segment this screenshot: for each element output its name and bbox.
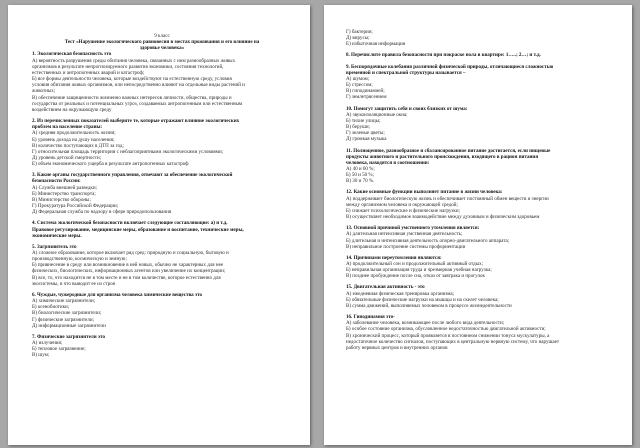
answer-line: государства от реальных и потенциальных угроз, создаваемых антропогенным или естественным xyxy=(32,100,243,107)
answer-line: производственную, космическую и земную; xyxy=(32,256,127,263)
question-text: Тест «Нарушение экологического равновесия в местах проживания и его влияние на xyxy=(64,39,260,46)
question-text: 16. Гиподинамия это- xyxy=(346,314,395,321)
answer-line: Д) уровень детской смертности; xyxy=(32,154,102,161)
answer-line: животных; xyxy=(32,88,56,95)
answer-line: недостаточное количество сигналов, поступающих в центральную нервную систему, что нарушает xyxy=(346,338,560,345)
answer-line: Д) громкая музыка xyxy=(346,136,387,143)
answer-line: А) продолжительный сон и продолжительный активный отдых; xyxy=(346,261,484,267)
answer-line: В) количество поступающих в ДТП за год; xyxy=(32,142,124,149)
answer-line: А) звукоизоляционные окна; xyxy=(346,111,408,118)
question-text: 5. Загрязнитель это xyxy=(32,243,77,250)
answer-line: А) сложное образование, которое включает ряд сред: природную и социальную, бытовую и xyxy=(32,250,229,256)
answer-line: Г) физические загрязнители; xyxy=(32,316,94,323)
question-text: 14. Причинами переутомления являются: xyxy=(346,254,442,261)
question-text: безопасности России: xyxy=(32,178,81,185)
question-text: 12. Какие основные функции выполняет питание в жизни человека: xyxy=(346,189,503,196)
answer-line: Г) зеленые цветы; xyxy=(346,130,385,137)
question-text: Правовое регулирование, медицинские меры, образование и воспитание, технические меры, xyxy=(32,226,244,233)
answer-line: Г) землетрясением xyxy=(346,94,387,101)
answer-line: Г) бактерии; xyxy=(346,29,373,35)
question-text: 15. Двигательная активность - это xyxy=(346,284,425,291)
answer-line: В) беруши; xyxy=(346,124,371,131)
answer-line: В) шум; xyxy=(32,352,50,359)
answer-line: воздействием на окружающую среду xyxy=(32,106,112,113)
question-text: 10. Помогут защитить себя и своих близких от шума: xyxy=(346,105,468,112)
answer-line: Б) тепловое загрязнение; xyxy=(32,346,86,353)
answer-line: Б) уровень дохода на душу населения; xyxy=(32,136,115,143)
question-text: продукты животного и растительного происхождения, входящего в рацион питания xyxy=(346,153,539,160)
answer-line: А) средняя продолжительность жизни; xyxy=(32,130,116,137)
question-text: 3. Какие органы государственного управления, отвечают за обеспечение экологической xyxy=(32,172,233,179)
answer-line: экосистемы, и что выводит ее из строя xyxy=(32,280,115,287)
answer-line: Б) стрессом; xyxy=(346,82,373,89)
answer-line: Б) привнесение в среду или возникновение в ней новых, обычно не характерных для нее xyxy=(32,262,224,269)
answer-line: В) неправильное построение системы профориентации xyxy=(346,243,466,250)
answer-line: А) Служба внешней разведки; xyxy=(32,184,97,191)
answer-line: В) позднее пробуждение после сна, отказ от завтрака и прогулок xyxy=(346,273,485,280)
answer-line: В) осуществляет необходимое взаимодействие между духовным и физическим здоровьем xyxy=(346,214,540,221)
question-text: 7. Физические загрязнители это xyxy=(32,333,105,340)
question-text: 11. Полноценное, разнообразное и сбалансированное питание достигается, если пищевые xyxy=(346,147,551,154)
question-text: проблем на население страны: xyxy=(32,124,103,131)
answer-line: В) сумма движений, выполняемых человеком в процессе жизнедеятельности xyxy=(346,302,512,309)
answer-line: между организмом человека и окружающей средой; xyxy=(346,201,458,208)
answer-line: Б) ксенобиотики; xyxy=(32,304,70,311)
question-text: временной и спектральной структуры называется – xyxy=(346,69,466,76)
answer-line: организмов в результате непрогнозируемого развития экономики, состояния технологий, xyxy=(32,63,224,70)
answer-line: А) вероятность разрушения среды обитания человека, связанных с ним разнообразных живых xyxy=(32,57,236,64)
answer-line: физических, биологических, информационных агентов или увеличение их концентрации; xyxy=(32,268,226,275)
answer-line: Д) вирусы; xyxy=(346,35,370,42)
document-page-right xyxy=(324,5,632,445)
answer-line: А) шумом; xyxy=(346,75,370,82)
answer-line: Д) информационные загрязнители xyxy=(32,322,106,329)
question-text: человека, находятся в соотношении: xyxy=(346,159,430,166)
answer-line: Б) снижает психологические и физические нагрузки; xyxy=(346,207,460,214)
answer-line: А) химические загрязнители; xyxy=(32,298,96,305)
answer-line: Б) неправильная организация труда и чрезмерная учебная нагрузка; xyxy=(346,267,492,274)
answer-line: А) длительная интенсивная умственная деятельность; xyxy=(346,231,463,238)
answer-line: В) гиподинамией; xyxy=(346,88,385,95)
answer-line: В) хронический процесс, который проявляется в постоянном снижении тонуса мускулатуры, а xyxy=(346,332,550,339)
answer-line: Г) относительная площадь территории с неблагоприятными экологическими условиями; xyxy=(32,148,224,155)
answer-line: В) все, то, что находится не в том месте и не в том количестве, которое естественно для xyxy=(32,274,221,281)
question-text: 6. Чуждые, чужеродные для организма человека химические вещества это xyxy=(32,291,203,298)
question-text: 2. Из перечисленных показателей выберите те, которые отражают влияние экологических xyxy=(32,118,240,125)
answer-line: Е) избыточная информация xyxy=(346,41,406,48)
answer-line: В) 30 и 70 %. xyxy=(346,178,375,185)
question-text: 13. Основной причиной умственного утомления является: xyxy=(346,225,480,232)
answer-line: Б) все формы деятельности человека, которые воздействуют на естественную среду, условия xyxy=(32,76,232,83)
question-text: здоровье человека» xyxy=(139,45,185,52)
answer-line: Д) Федеральная служба по надзору в сфере природопользования xyxy=(32,209,172,216)
answer-line: Б) особое состояние организма, обусловленное недостаточностью двигательной активности; xyxy=(346,326,546,333)
answer-line: А) заболевание человека, возникающее после любого вида деятельности; xyxy=(346,320,505,327)
question-text: 9. Беспорядочные колебания различной физической природы, отличающиеся сложностью xyxy=(346,63,554,70)
answer-line: А) излучения; xyxy=(32,340,63,347)
answer-line: А) ежедневная физическая тренировка организма; xyxy=(346,290,455,297)
question-text: экономические меры. xyxy=(32,232,82,239)
answer-line: В) обеспечение защищенности жизненно важных интересов личности, общества, природы и xyxy=(32,94,232,101)
answer-line: Г) Прокуратура Российской Федерации; xyxy=(32,203,119,210)
answer-line: Б) Министерство транспорта; xyxy=(32,190,96,197)
document-page-left xyxy=(8,5,310,445)
question-text: 1. Экологическая безопасность это xyxy=(32,51,112,58)
answer-line: Б) тихие улицы; xyxy=(346,117,381,124)
answer-line: В) биологические загрязнители; xyxy=(32,310,102,317)
question-text: 8. Перечислите правила безопасности при покраске пола в квартире: 1…..; 2…; и т.д. xyxy=(346,52,541,59)
answer-line: А) поддерживает биологическую жизнь и обеспечивает постоянный обмен веществ и энергии xyxy=(346,195,549,202)
answer-line: В) Министерство обороны; xyxy=(32,196,91,203)
question-text: 4. Система экологической безопасности включает следующие составляющие: а) и т.д. xyxy=(32,220,228,227)
answer-line: Б) длительная и интенсивная деятельность опорно-двигательного аппарата; xyxy=(346,237,510,244)
answer-line: условия обитания живых организмов, или непосредственно влияют на отдельные виды растений и xyxy=(32,82,245,89)
answer-line: А) 40 и 60 %; xyxy=(346,165,375,172)
answer-line: Е) объем экономического ущерба в результате антропогенных катастроф xyxy=(32,161,189,168)
answer-line: естественных и антропогенных аварий и катастроф; xyxy=(32,69,145,76)
answer-line: Б) 50 и 50 %; xyxy=(346,172,375,179)
answer-line: работу нервных центров и внутренних органов xyxy=(346,344,448,351)
answer-line: 9 класс xyxy=(154,33,170,39)
answer-line: Б) обязательные физические нагрузки на мышцы и на скелет человека; xyxy=(346,296,499,303)
